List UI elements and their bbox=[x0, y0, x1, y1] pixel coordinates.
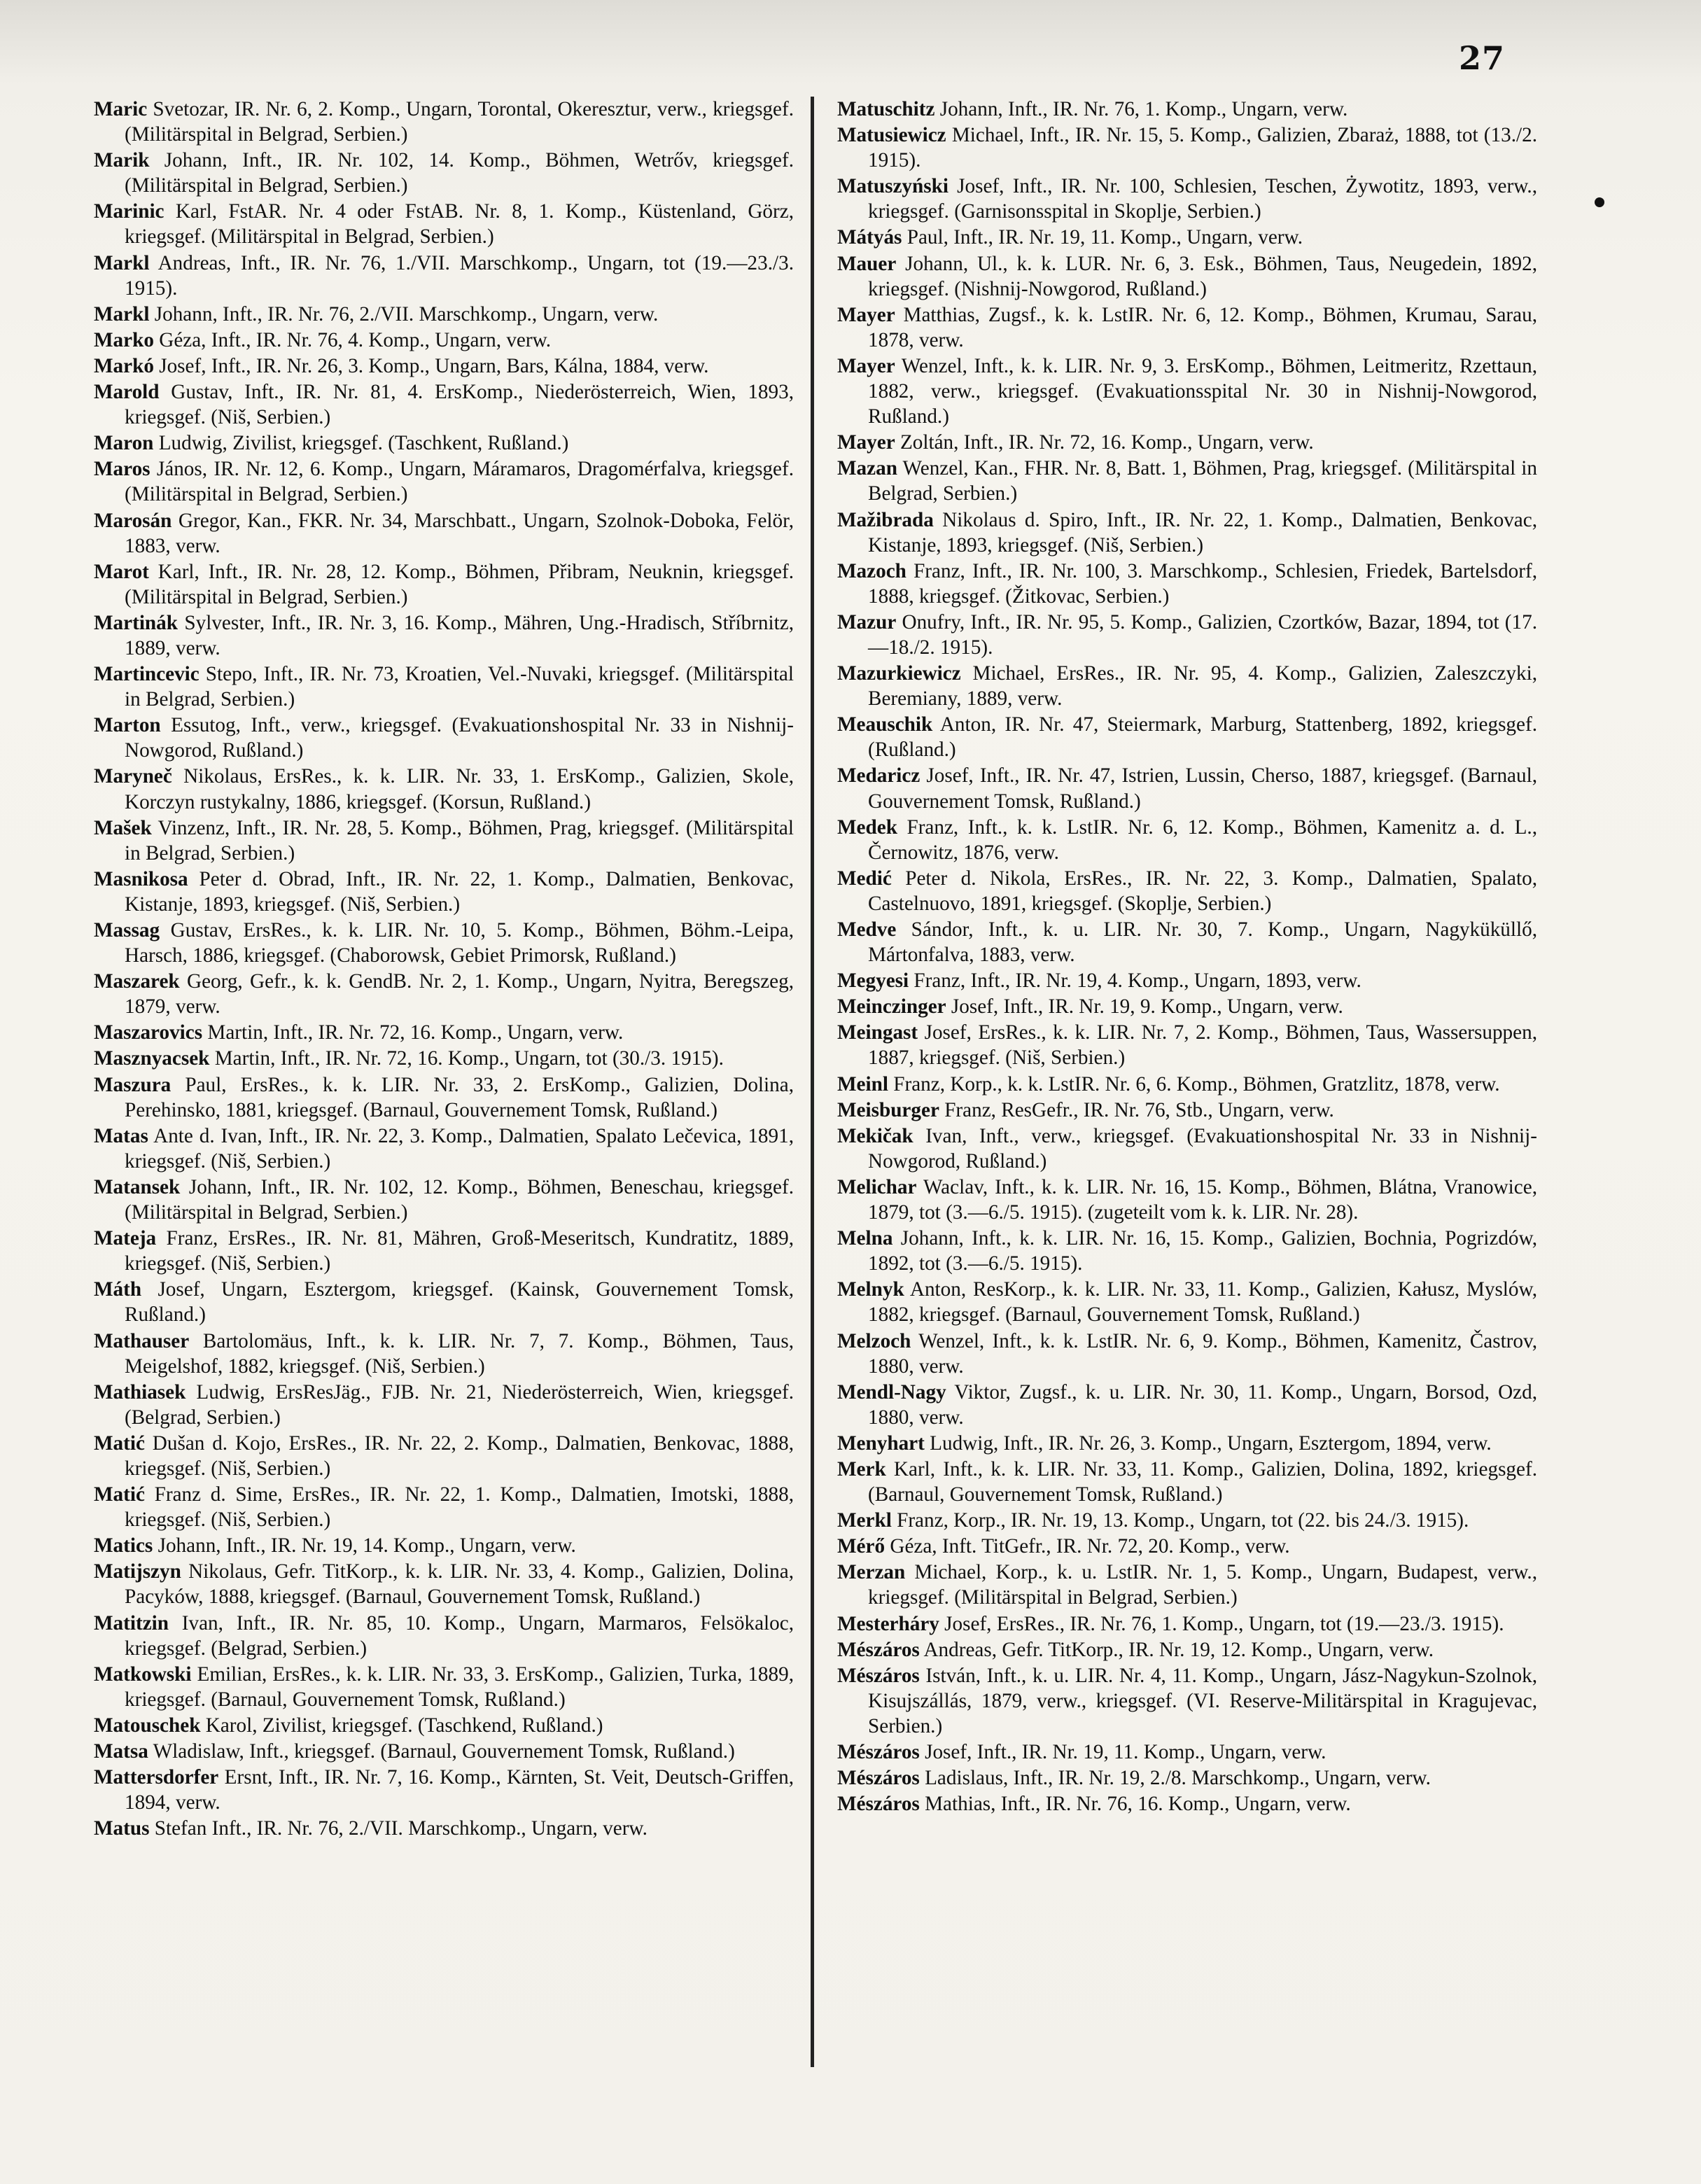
entry-surname: Matics bbox=[94, 1534, 153, 1558]
entry-surname: Medić bbox=[837, 867, 892, 890]
entry-details: Johann, Inft., IR. Nr. 76, 1. Komp., Ungarn, verw. bbox=[934, 98, 1348, 120]
entry-details: Wenzel, Kan., FHR. Nr. 8, Batt. 1, Böhmen, Prag, kriegsgef. (Militärspital in Belgrad, Serbien.) bbox=[868, 457, 1537, 505]
list-entry bbox=[837, 559, 1537, 609]
entry-surname: Mathiasek bbox=[94, 1380, 186, 1404]
entry-surname: Masznyacsek bbox=[94, 1047, 210, 1070]
list-entry bbox=[94, 1816, 794, 1841]
entry-surname: Menyhart bbox=[837, 1432, 925, 1455]
entry-surname: Massag bbox=[94, 919, 160, 941]
list-entry bbox=[94, 379, 794, 430]
entry-details: Andreas, Gefr. TitKorp., IR. Nr. 19, 12. Komp., Ungarn, verw. bbox=[919, 1638, 1434, 1661]
entry-surname: Mazur bbox=[837, 610, 897, 634]
entry-details: Ludwig, ErsResJäg., FJB. Nr. 21, Niederösterreich, Wien, kriegsgef. (Belgrad, Serbien.) bbox=[125, 1380, 794, 1429]
entry-details: Stefan Inft., IR. Nr. 76, 2./VII. Marschkomp., Ungarn, verw. bbox=[149, 1817, 648, 1840]
list-entry bbox=[837, 1277, 1537, 1327]
entry-surname: Mazurkiewicz bbox=[837, 662, 961, 685]
list-entry bbox=[837, 1175, 1537, 1225]
list-entry bbox=[94, 354, 794, 379]
list-entry bbox=[94, 1020, 794, 1045]
entry-details: Ladislaus, Inft., IR. Nr. 19, 2./8. Marschkomp., Ungarn, verw. bbox=[919, 1767, 1431, 1790]
entry-surname: Mazan bbox=[837, 457, 897, 480]
list-entry bbox=[837, 994, 1537, 1019]
entry-details: Ludwig, Inft., IR. Nr. 26, 3. Komp., Ungarn, Esztergom, 1894, verw. bbox=[924, 1432, 1492, 1455]
entry-surname: Maszarovics bbox=[94, 1021, 203, 1044]
entry-surname: Merk bbox=[837, 1457, 886, 1480]
list-entry bbox=[94, 199, 794, 249]
list-entry bbox=[837, 122, 1537, 173]
entry-surname: Marold bbox=[94, 381, 160, 404]
list-entry bbox=[94, 1380, 794, 1430]
list-entry bbox=[837, 302, 1537, 353]
entry-surname: Merzan bbox=[837, 1561, 906, 1584]
entry-details: Michael, Inft., IR. Nr. 15, 5. Komp., Galizien, Zbaraż, 1888, tot (13./2. 1915). bbox=[868, 124, 1537, 172]
entry-surname: Mazoch bbox=[837, 559, 906, 582]
entry-surname: Mészáros bbox=[837, 1638, 920, 1661]
list-entry bbox=[94, 1559, 794, 1609]
entry-surname: Maszura bbox=[94, 1073, 172, 1096]
entry-details: Peter d. Nikola, ErsRes., IR. Nr. 22, 3. Komp., Dalmatien, Spalato, Castelnuovo, 1891, kriegsgef. (Skoplje, Serbien.) bbox=[868, 867, 1537, 915]
entry-surname: Maric bbox=[94, 98, 148, 120]
entry-details: Dušan d. Kojo, ErsRes., IR. Nr. 22, 2. Komp., Dalmatien, Benkovac, 1888, kriegsgef. (Niš, Serbien.) bbox=[125, 1432, 794, 1480]
entry-details: Georg, Gefr., k. k. GendB. Nr. 2, 1. Komp., Ungarn, Nyitra, Beregszeg, 1879, verw. bbox=[125, 970, 794, 1018]
entry-surname: Mendl-Nagy bbox=[837, 1380, 946, 1404]
entry-surname: Medaricz bbox=[837, 764, 920, 788]
entry-details: Anton, IR. Nr. 47, Steiermark, Marburg, Stattenberg, 1892, kriegsgef. (Rußland.) bbox=[868, 713, 1537, 762]
entry-surname: Melnyk bbox=[837, 1278, 904, 1301]
list-entry bbox=[94, 328, 794, 353]
entry-surname: Mathauser bbox=[94, 1329, 190, 1352]
list-entry bbox=[837, 1431, 1537, 1456]
list-entry bbox=[94, 1175, 794, 1225]
entry-surname: Mašek bbox=[94, 816, 152, 839]
entry-surname: Matić bbox=[94, 1432, 145, 1455]
entry-surname: Matić bbox=[94, 1483, 145, 1506]
entry-surname: Meinl bbox=[837, 1072, 888, 1096]
entry-details: Josef, ErsRes., IR. Nr. 76, 1. Komp., Ungarn, tot (19.—23./3. 1915). bbox=[939, 1612, 1504, 1635]
entry-surname: Mészáros bbox=[837, 1793, 920, 1816]
entry-details: Gustav, Inft., IR. Nr. 81, 4. ErsKomp., Niederösterreich, Wien, 1893, kriegsgef. (Niš, Serbien.) bbox=[125, 381, 794, 429]
entry-surname: Marinic bbox=[94, 200, 164, 223]
entry-surname: Mayer bbox=[837, 354, 895, 377]
list-entry bbox=[837, 1611, 1537, 1637]
list-entry bbox=[94, 1431, 794, 1481]
entry-details: Josef, Ungarn, Esztergom, kriegsgef. (Kainsk, Gouvernement Tomsk, Rußland.) bbox=[125, 1278, 794, 1326]
entry-details: Franz, Inft., IR. Nr. 100, 3. Marschkomp., Schlesien, Friedek, Bartelsdorf, 1888, kriegsgef. (Žitkovac, Serbien.) bbox=[868, 559, 1537, 608]
list-entry bbox=[837, 1124, 1537, 1174]
entry-details: Sándor, Inft., k. u. LIR. Nr. 30, 7. Komp., Ungarn, Nagyküküllő, Mártonfalva, 1883, verw. bbox=[868, 918, 1537, 967]
entry-surname: Matijszyn bbox=[94, 1560, 181, 1583]
entry-details: Johann, Inft., IR. Nr. 102, 14. Komp., Böhmen, Wetrőv, kriegsgef. (Militärspital in Belgrad, Serbien.) bbox=[125, 149, 794, 197]
entry-surname: Medve bbox=[837, 918, 897, 941]
list-entry bbox=[94, 1046, 794, 1071]
list-entry bbox=[94, 1482, 794, 1532]
list-entry bbox=[94, 713, 794, 763]
entry-details: Karl, Inft., k. k. LIR. Nr. 33, 11. Komp., Galizien, Dolina, 1892, kriegsgef. (Barnaul, Gouvernement Tomsk, Rußland.) bbox=[868, 1457, 1537, 1506]
entry-details: Zoltán, Inft., IR. Nr. 72, 16. Komp., Ungarn, verw. bbox=[895, 431, 1314, 454]
entry-surname: Mekičak bbox=[837, 1124, 913, 1147]
entry-surname: Matansek bbox=[94, 1175, 181, 1198]
entry-surname: Mayer bbox=[837, 303, 895, 326]
entry-surname: Matouschek bbox=[94, 1714, 201, 1737]
entry-surname: Matuschitz bbox=[837, 98, 935, 120]
entry-details: Onufry, Inft., IR. Nr. 95, 5. Komp., Galizien, Czortków, Bazar, 1894, tot (17.—18./2. 1915). bbox=[868, 610, 1537, 659]
entry-surname: Medek bbox=[837, 816, 897, 839]
entry-surname: Meingast bbox=[837, 1021, 918, 1044]
entry-details: Michael, ErsRes., IR. Nr. 95, 4. Komp., Galizien, Zaleszczyki, Beremiany, 1889, verw. bbox=[868, 662, 1537, 710]
entry-surname: Melichar bbox=[837, 1175, 917, 1198]
ink-dot-mark bbox=[1595, 197, 1604, 207]
entry-details: Johann, Ul., k. k. LUR. Nr. 6, 3. Esk., Böhmen, Taus, Neugedein, 1892, kriegsgef. (Nishnij-Nowgorod, Rußland.) bbox=[868, 252, 1537, 300]
list-entry bbox=[94, 1533, 794, 1558]
entry-details: Johann, Inft., k. k. LIR. Nr. 16, 15. Komp., Galizien, Bochnia, Pogrizdów, 1892, tot (3.—6./5. 1915). bbox=[868, 1227, 1537, 1275]
entry-details: Ludwig, Zivilist, kriegsgef. (Taschkent, Rußland.) bbox=[153, 432, 569, 455]
list-entry bbox=[837, 763, 1537, 813]
entry-surname: Marko bbox=[94, 328, 154, 351]
list-entry bbox=[94, 1611, 794, 1661]
entry-surname: Mateja bbox=[94, 1227, 157, 1250]
list-entry bbox=[837, 1560, 1537, 1610]
entry-details: Géza, Inft., IR. Nr. 76, 4. Komp., Ungarn, verw. bbox=[153, 328, 552, 351]
list-entry bbox=[837, 610, 1537, 660]
page-number: 27 bbox=[1458, 39, 1505, 77]
list-entry bbox=[837, 1637, 1537, 1662]
entry-surname: Merkl bbox=[837, 1509, 892, 1532]
list-entry bbox=[94, 610, 794, 661]
entry-surname: Mayer bbox=[837, 431, 895, 454]
list-entry bbox=[837, 917, 1537, 967]
list-entry bbox=[837, 174, 1537, 224]
list-entry bbox=[837, 225, 1537, 250]
list-entry bbox=[94, 430, 794, 456]
entry-surname: Markó bbox=[94, 354, 154, 377]
entry-surname: Matsa bbox=[94, 1740, 148, 1763]
column-divider bbox=[811, 97, 814, 2067]
list-entry bbox=[837, 1663, 1537, 1739]
entry-surname: Martincevic bbox=[94, 663, 200, 686]
entry-details: Ante d. Ivan, Inft., IR. Nr. 22, 3. Komp., Dalmatien, Spalato Lečevica, 1891, kriegsgef. (Niš, Serbien.) bbox=[125, 1124, 794, 1172]
list-entry bbox=[94, 1124, 794, 1174]
entry-details: Sylvester, Inft., IR. Nr. 3, 16. Komp., Mähren, Ung.-Hradisch, Stříbrnitz, 1889, verw. bbox=[125, 611, 794, 659]
list-entry bbox=[837, 507, 1537, 558]
entry-details: Josef, Inft., IR. Nr. 100, Schlesien, Teschen, Żywotitz, 1893, verw., kriegsgef. (Garnisonsspital in Skoplje, Serbien.) bbox=[868, 175, 1537, 223]
entry-details: Viktor, Zugsf., k. u. LIR. Nr. 30, 11. Komp., Ungarn, Borsod, Ozd, 1880, verw. bbox=[868, 1380, 1537, 1429]
entry-surname: Maros bbox=[94, 458, 150, 481]
list-entry bbox=[837, 815, 1537, 865]
entry-details: Nikolaus, Gefr. TitKorp., k. k. LIR. Nr. 33, 4. Komp., Galizien, Dolina, Pacyków, 1888, kriegsgef. (Barnaul, Gouvernement Tomsk, Rußland.) bbox=[125, 1560, 794, 1609]
entry-details: Andreas, Inft., IR. Nr. 76, 1./VII. Marschkomp., Ungarn, tot (19.—23./3. 1915). bbox=[125, 251, 794, 300]
entry-details: István, Inft., k. u. LIR. Nr. 4, 11. Komp., Ungarn, Jász-Nagykun-Szolnok, Kisujszállás, 1879, verw., kriegsgef. (VI. Reserve-Militärspital in Kragujevac, Serbien.) bbox=[868, 1664, 1537, 1737]
list-entry bbox=[837, 968, 1537, 993]
list-entry bbox=[837, 456, 1537, 506]
entry-surname: Mérő bbox=[837, 1535, 886, 1558]
entry-details: János, IR. Nr. 12, 6. Komp., Ungarn, Máramaros, Dragomérfalva, kriegsgef. (Militärspital in Belgrad, Serbien.) bbox=[125, 458, 794, 506]
list-entry bbox=[94, 1072, 794, 1123]
entry-details: Nikolaus d. Spiro, Inft., IR. Nr. 22, 1. Komp., Dalmatien, Benkovac, Kistanje, 1893, kriegsgef. (Niš, Serbien.) bbox=[868, 508, 1537, 556]
list-entry bbox=[94, 1277, 794, 1327]
list-entry bbox=[94, 97, 794, 147]
list-entry bbox=[837, 354, 1537, 429]
list-entry bbox=[94, 251, 794, 301]
list-entry bbox=[94, 508, 794, 559]
entry-details: Karol, Zivilist, kriegsgef. (Taschkend, Rußland.) bbox=[200, 1714, 603, 1737]
entry-details: Svetozar, IR. Nr. 6, 2. Komp., Ungarn, Torontal, Okeresztur, verw., kriegsgef. (Militärspital in Belgrad, Serbien.) bbox=[125, 98, 794, 146]
entry-details: Gustav, ErsRes., k. k. LIR. Nr. 10, 5. Komp., Böhmen, Böhm.-Leipa, Harsch, 1886, kriegsgef. (Chaborowsk, Gebiet Primorsk, Rußland.) bbox=[125, 919, 794, 967]
entry-surname: Máth bbox=[94, 1278, 142, 1301]
entry-surname: Melzoch bbox=[837, 1329, 911, 1352]
list-entry bbox=[837, 1457, 1537, 1507]
entry-details: Peter d. Obrad, Inft., IR. Nr. 22, 1. Komp., Dalmatien, Benkovac, Kistanje, 1893, kriegsgef. (Niš, Serbien.) bbox=[125, 867, 794, 916]
list-entry bbox=[837, 1072, 1537, 1097]
entry-surname: Matas bbox=[94, 1124, 148, 1147]
entry-details: Johann, Inft., IR. Nr. 76, 2./VII. Marschkomp., Ungarn, verw. bbox=[149, 302, 659, 326]
entry-details: Martin, Inft., IR. Nr. 72, 16. Komp., Ungarn, tot (30./3. 1915). bbox=[209, 1047, 724, 1070]
entry-surname: Martinák bbox=[94, 611, 178, 634]
entry-details: Franz, Inft., k. k. LstIR. Nr. 6, 12. Komp., Böhmen, Kamenitz a. d. L., Černowitz, 1876, verw. bbox=[868, 816, 1537, 864]
list-entry bbox=[94, 764, 794, 814]
entry-details: Franz, Inft., IR. Nr. 19, 4. Komp., Ungarn, 1893, verw. bbox=[909, 969, 1362, 993]
entry-surname: Matusiewicz bbox=[837, 124, 946, 147]
entry-surname: Maron bbox=[94, 432, 154, 455]
entry-details: Anton, ResKorp., k. k. LIR. Nr. 33, 11. Komp., Galizien, Kałusz, Myslów, 1882, kriegsgef. (Barnaul, Gouvernement Tomsk, Rußland.) bbox=[868, 1278, 1537, 1326]
list-entry bbox=[837, 1020, 1537, 1070]
entry-details: Essutog, Inft., verw., kriegsgef. (Evakuationshospital Nr. 33 in Nishnij-Nowgorod, Rußland.) bbox=[125, 714, 794, 762]
entry-details: Emilian, ErsRes., k. k. LIR. Nr. 33, 3. ErsKomp., Galizien, Turka, 1889, kriegsgef. (Barnaul, Gouvernement Tomsk, Rußland.) bbox=[125, 1662, 794, 1711]
entry-details: Paul, ErsRes., k. k. LIR. Nr. 33, 2. ErsKomp., Galizien, Dolina, Perehinsko, 1881, kriegsgef. (Barnaul, Gouvernement Tomsk, Rußland.) bbox=[125, 1073, 794, 1121]
list-entry bbox=[94, 1713, 794, 1738]
list-entry bbox=[94, 867, 794, 917]
list-entry bbox=[94, 662, 794, 712]
entry-details: Franz, Korp., k. k. LstIR. Nr. 6, 6. Komp., Böhmen, Gratzlitz, 1878, verw. bbox=[888, 1072, 1500, 1096]
list-entry bbox=[837, 430, 1537, 455]
entry-details: Franz d. Sime, ErsRes., IR. Nr. 22, 1. Komp., Dalmatien, Imotski, 1888, kriegsgef. (Niš, Serbien.) bbox=[125, 1483, 794, 1532]
left-column bbox=[94, 97, 794, 1842]
right-column bbox=[837, 97, 1537, 1817]
entry-details: Franz, Korp., IR. Nr. 19, 13. Komp., Ungarn, tot (22. bis 24./3. 1915). bbox=[891, 1509, 1469, 1532]
list-entry bbox=[837, 97, 1537, 122]
entry-details: Franz, ResGefr., IR. Nr. 76, Stb., Ungarn, verw. bbox=[939, 1098, 1334, 1121]
entry-details: Johann, Inft., IR. Nr. 19, 14. Komp., Ungarn, verw. bbox=[153, 1534, 576, 1558]
list-entry bbox=[837, 1534, 1537, 1559]
entry-details: Nikolaus, ErsRes., k. k. LIR. Nr. 33, 1. ErsKomp., Galizien, Skole, Korczyn rustykalny, 1886, kriegsgef. (Korsun, Rußland.) bbox=[125, 765, 794, 813]
list-entry bbox=[94, 302, 794, 327]
entry-details: Géza, Inft. TitGefr., IR. Nr. 72, 20. Komp., verw. bbox=[885, 1535, 1290, 1558]
entry-details: Johann, Inft., IR. Nr. 102, 12. Komp., Böhmen, Beneschau, kriegsgef. (Militärspital in Belgrad, Serbien.) bbox=[125, 1175, 794, 1224]
list-entry bbox=[837, 1508, 1537, 1533]
entry-surname: Maszarek bbox=[94, 970, 180, 993]
entry-surname: Marton bbox=[94, 714, 161, 737]
entry-surname: Mészáros bbox=[837, 1767, 920, 1790]
entry-surname: Marik bbox=[94, 149, 150, 172]
entry-surname: Mažibrada bbox=[837, 508, 934, 531]
entry-details: Wenzel, Inft., k. k. LIR. Nr. 9, 3. ErsKomp., Böhmen, Leitmeritz, Rzettaun, 1882, verw., kriegsgef. (Evakuationsspital Nr. 30 in Nishnij-Nowgorod, Rußland.) bbox=[868, 354, 1537, 428]
entry-details: Karl, Inft., IR. Nr. 28, 12. Komp., Böhmen, Přibram, Neuknin, kriegsgef. (Militärspital in Belgrad, Serbien.) bbox=[125, 560, 794, 608]
entry-details: Stepo, Inft., IR. Nr. 73, Kroatien, Vel.-Nuvaki, kriegsgef. (Militärspital in Belgrad, Serbien.) bbox=[125, 663, 794, 711]
entry-surname: Meauschik bbox=[837, 713, 933, 736]
entry-details: Josef, ErsRes., k. k. LIR. Nr. 7, 2. Komp., Böhmen, Taus, Wassersuppen, 1887, kriegsgef. (Niš, Serbien.) bbox=[868, 1021, 1537, 1070]
entry-surname: Meisburger bbox=[837, 1098, 939, 1121]
list-entry bbox=[837, 251, 1537, 302]
entry-details: Ivan, Inft., IR. Nr. 85, 10. Komp., Ungarn, Marmaros, Felsökaloc, kriegsgef. (Belgrad, Serbien.) bbox=[125, 1611, 794, 1660]
list-entry bbox=[94, 148, 794, 198]
entry-details: Wenzel, Inft., k. k. LstIR. Nr. 6, 9. Komp., Böhmen, Kamenitz, Častrov, 1880, verw. bbox=[868, 1329, 1537, 1378]
entry-surname: Matkowski bbox=[94, 1662, 192, 1686]
entry-details: Ivan, Inft., verw., kriegsgef. (Evakuationshospital Nr. 33 in Nishnij-Nowgorod, Rußland.) bbox=[868, 1124, 1537, 1172]
list-entry bbox=[94, 969, 794, 1019]
list-entry bbox=[94, 1765, 794, 1815]
entry-details: Gregor, Kan., FKR. Nr. 34, Marschbatt., Ungarn, Szolnok-Doboka, Felör, 1883, verw. bbox=[125, 509, 794, 557]
list-entry bbox=[837, 1765, 1537, 1791]
entry-surname: Mattersdorfer bbox=[94, 1766, 219, 1789]
entry-details: Michael, Korp., k. u. LstIR. Nr. 1, 5. Komp., Ungarn, Budapest, verw., kriegsgef. (Militärspital in Belgrad, Serbien.) bbox=[868, 1561, 1537, 1609]
entry-details: Josef, Inft., IR. Nr. 19, 9. Komp., Ungarn, verw. bbox=[946, 995, 1343, 1018]
entry-surname: Marosán bbox=[94, 509, 172, 532]
entry-surname: Matuszyński bbox=[837, 175, 948, 198]
entry-surname: Mauer bbox=[837, 252, 897, 275]
list-entry bbox=[94, 1662, 794, 1712]
entry-details: Matthias, Zugsf., k. k. LstIR. Nr. 6, 12. Komp., Böhmen, Krumau, Sarau, 1878, verw. bbox=[868, 303, 1537, 351]
list-entry bbox=[837, 1098, 1537, 1123]
list-entry bbox=[837, 1740, 1537, 1765]
list-entry bbox=[837, 712, 1537, 762]
entry-surname: Masnikosa bbox=[94, 867, 188, 890]
entry-surname: Markl bbox=[94, 302, 150, 326]
list-entry bbox=[94, 816, 794, 866]
entry-surname: Mészáros bbox=[837, 1664, 920, 1687]
list-entry bbox=[837, 1329, 1537, 1379]
entry-details: Ersnt, Inft., IR. Nr. 7, 16. Komp., Kärnten, St. Veit, Deutsch-Griffen, 1894, verw. bbox=[125, 1766, 794, 1814]
list-entry bbox=[837, 1791, 1537, 1816]
list-entry bbox=[94, 559, 794, 610]
entry-surname: Matitzin bbox=[94, 1611, 169, 1634]
entry-surname: Matus bbox=[94, 1817, 150, 1840]
entry-surname: Mészáros bbox=[837, 1741, 920, 1763]
entry-surname: Melna bbox=[837, 1227, 893, 1250]
list-entry bbox=[837, 1380, 1537, 1430]
entry-surname: Maryneč bbox=[94, 765, 172, 788]
list-entry bbox=[837, 866, 1537, 916]
entry-details: Josef, Inft., IR. Nr. 19, 11. Komp., Ungarn, verw. bbox=[919, 1741, 1326, 1763]
entry-surname: Mátyás bbox=[837, 226, 902, 249]
entry-surname: Meinczinger bbox=[837, 995, 946, 1018]
entry-details: Josef, Inft., IR. Nr. 47, Istrien, Lussin, Cherso, 1887, kriegsgef. (Barnaul, Gouvernement Tomsk, Rußland.) bbox=[868, 764, 1537, 813]
list-entry bbox=[837, 661, 1537, 711]
entry-details: Mathias, Inft., IR. Nr. 76, 16. Komp., Ungarn, verw. bbox=[919, 1793, 1351, 1816]
entry-details: Karl, FstAR. Nr. 4 oder FstAB. Nr. 8, 1. Komp., Küstenland, Görz, kriegsgef. (Militärspital in Belgrad, Serbien.) bbox=[125, 200, 794, 248]
entry-surname: Marot bbox=[94, 560, 149, 583]
list-entry bbox=[94, 1739, 794, 1764]
entry-surname: Mesterháry bbox=[837, 1612, 939, 1635]
list-entry bbox=[94, 1226, 794, 1276]
list-entry bbox=[94, 1329, 794, 1379]
entry-details: Josef, Inft., IR. Nr. 26, 3. Komp., Ungarn, Bars, Kálna, 1884, verw. bbox=[153, 354, 709, 377]
entry-details: Martin, Inft., IR. Nr. 72, 16. Komp., Ungarn, verw. bbox=[202, 1021, 624, 1044]
list-entry bbox=[94, 456, 794, 507]
entry-surname: Megyesi bbox=[837, 969, 909, 993]
list-entry bbox=[837, 1226, 1537, 1276]
list-entry bbox=[94, 918, 794, 968]
entry-details: Vinzenz, Inft., IR. Nr. 28, 5. Komp., Böhmen, Prag, kriegsgef. (Militärspital in Belgrad, Serbien.) bbox=[125, 816, 794, 864]
entry-details: Bartolomäus, Inft., k. k. LIR. Nr. 7, 7. Komp., Böhmen, Taus, Meigelshof, 1882, kriegsgef. (Niš, Serbien.) bbox=[125, 1329, 794, 1378]
entry-details: Waclav, Inft., k. k. LIR. Nr. 16, 15. Komp., Böhmen, Blátna, Vranowice, 1879, tot (3.—6./5. 1915). (zugeteilt vom k. k. LIR. Nr. 28). bbox=[868, 1175, 1537, 1224]
entry-details: Franz, ErsRes., IR. Nr. 81, Mähren, Groß-Meseritsch, Kundratitz, 1889, kriegsgef. (Niš, Serbien.) bbox=[125, 1227, 794, 1275]
entry-surname: Markl bbox=[94, 251, 150, 274]
entry-details: Wladislaw, Inft., kriegsgef. (Barnaul, Gouvernement Tomsk, Rußland.) bbox=[148, 1740, 735, 1763]
entry-details: Paul, Inft., IR. Nr. 19, 11. Komp., Ungarn, verw. bbox=[902, 226, 1303, 249]
